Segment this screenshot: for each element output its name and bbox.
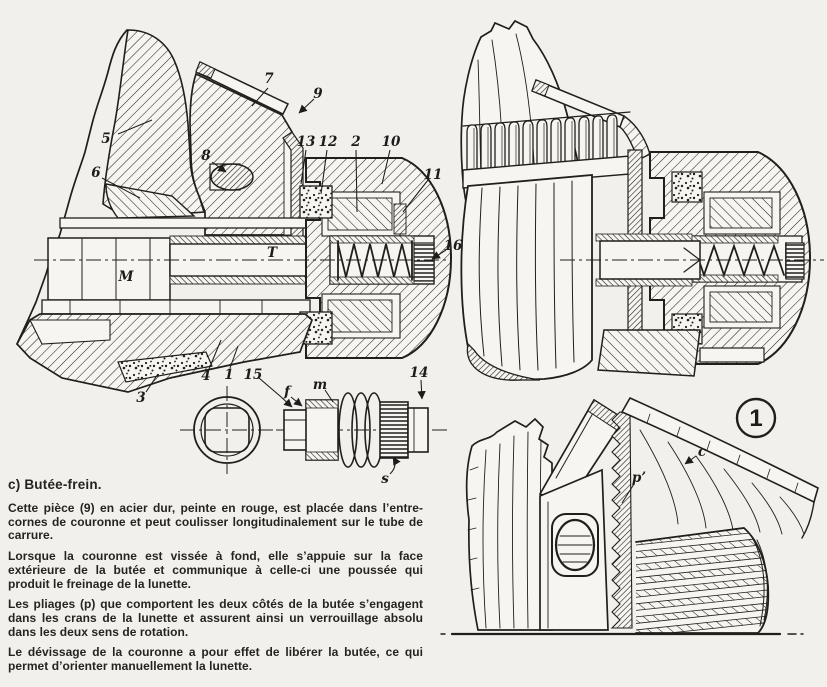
figure-detail-screw <box>180 386 448 474</box>
callout-c: c <box>697 444 707 460</box>
section-heading: c) Butée-frein. <box>8 477 102 492</box>
callout-3: 3 <box>136 390 146 406</box>
figure-3d-bezel-detail <box>441 398 818 637</box>
callout-f: f <box>284 384 290 400</box>
joint-8-section <box>211 164 253 190</box>
paragraph-4: Le dévissage de la couronne a pour effet de libérer la butée, ce qui permet d’orienter manuellement la lunette. <box>8 645 423 674</box>
callout-p-prime: p’ <box>631 470 647 486</box>
figure-number-badge <box>737 399 775 437</box>
callout-6: 6 <box>91 165 101 181</box>
section-text <box>8 477 423 681</box>
callout-16: 16 <box>443 238 463 254</box>
figure-3d-cutaway <box>461 21 824 380</box>
callout-15: 15 <box>243 367 263 383</box>
figure-cross-section <box>17 30 451 392</box>
callout-7: 7 <box>264 71 274 87</box>
callout-4: 4 <box>201 368 211 384</box>
callout-14: 14 <box>409 365 429 381</box>
callout-s: s <box>381 471 389 487</box>
bezel-crans-3d <box>612 412 632 628</box>
figure-number: 1 <box>749 405 763 432</box>
callout-8: 8 <box>201 148 211 164</box>
callout-2: 2 <box>351 134 361 150</box>
callout-m: m <box>312 377 328 393</box>
callout-12: 12 <box>318 134 338 150</box>
spring-plug-16 <box>414 243 434 281</box>
callout-T: T <box>266 245 278 261</box>
callout-9: 9 <box>313 86 323 102</box>
paragraph-1: Cette pièce (9) en acier dur, peinte en rouge, est placée dans l’entre-cornes de couronne et peut coulisser longitudinalement sur le tube de carrure. <box>8 501 423 543</box>
callout-M: M <box>118 269 134 285</box>
paragraph-2: Lorsque la couronne est vissée à fond, elle s’appuie sur la face extérieure de la butée et communique à celle-ci une poussée qui produit le freinage de la lunette. <box>8 549 423 591</box>
callout-11: 11 <box>423 167 443 183</box>
callout-1: 1 <box>224 367 234 383</box>
gasket-12-section <box>300 186 332 218</box>
flange-m <box>306 400 338 460</box>
knurled-nut-14 <box>380 402 408 458</box>
callout-13: 13 <box>296 134 316 150</box>
callout-10: 10 <box>381 134 401 150</box>
movement-block <box>48 238 170 300</box>
callout-5: 5 <box>101 131 111 147</box>
paragraph-3: Les pliages (p) que comportent les deux côtés de la butée s’engagent dans les crans de la lunette et assurent ainsi un verrouillage absolu dans les deux sens de rotation. <box>8 597 423 639</box>
